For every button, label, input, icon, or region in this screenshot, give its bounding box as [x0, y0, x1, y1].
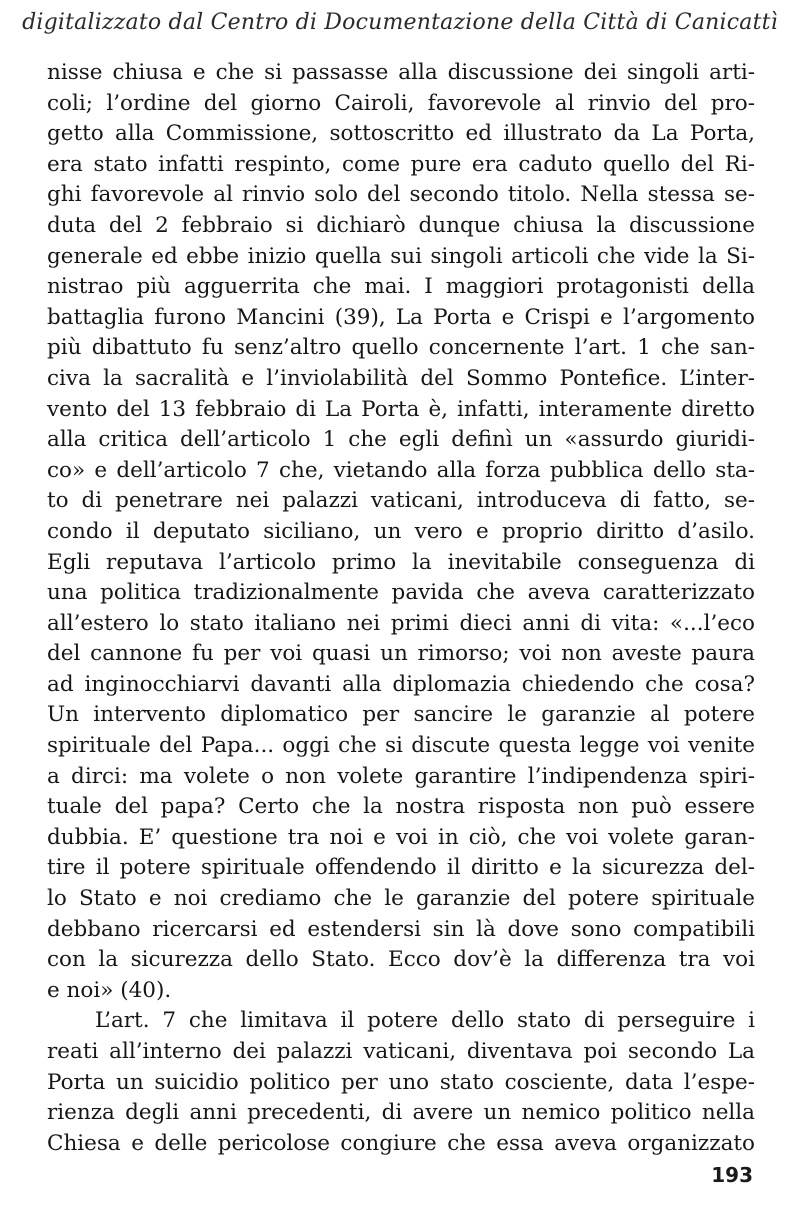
text-line: Egli reputava l’articolo primo la inevitabile conseguenza di: [47, 549, 755, 575]
page-number: 193: [711, 1163, 753, 1187]
digitization-watermark: digitalizzato dal Centro di Documentazione della Città di Canicattì: [22, 10, 778, 35]
text-line: debbano ricercarsi ed estendersi sin là dove sono compatibili: [47, 916, 755, 942]
text-line: una politica tradizionalmente pavida che aveva caratterizzato: [47, 580, 755, 606]
text-line: ghi favorevole al rinvio solo del secondo titolo. Nella stessa se-: [47, 182, 755, 208]
text-line: all’estero lo stato italiano nei primi dieci anni di vita: «...l’eco: [47, 610, 755, 636]
text-line: civa la sacralità e l’inviolabilità del Sommo Pontefice. L’inter-: [47, 365, 755, 391]
text-line: generale ed ebbe inizio quella sui singoli articoli che vide la Si-: [47, 243, 755, 269]
text-line: to di penetrare nei palazzi vaticani, introduceva di fatto, se-: [47, 488, 755, 514]
page-body-text: [47, 58, 755, 1159]
text-line: con la sicurezza dello Stato. Ecco dov’è la differenza tra voi: [47, 947, 755, 973]
text-line: Un intervento diplomatico per sancire le garanzie al potere: [47, 702, 755, 728]
text-line: tuale del papa? Certo che la nostra risposta non può essere: [47, 794, 755, 820]
text-line: lo Stato e noi crediamo che le garanzie del potere spirituale: [47, 886, 755, 912]
text-line: co» e dell’articolo 7 che, vietando alla forza pubblica dello sta-: [47, 457, 755, 483]
text-line: ad inginocchiarvi davanti alla diplomazia chiedendo che cosa?: [47, 671, 755, 697]
text-line: coli; l’ordine del giorno Cairoli, favorevole al rinvio del pro-: [47, 90, 755, 116]
text-line: vento del 13 febbraio di La Porta è, infatti, interamente diretto: [47, 396, 755, 422]
text-line: battaglia furono Mancini (39), La Porta e Crispi e l’argomento: [47, 304, 755, 330]
text-line: Porta un suicidio politico per uno stato cosciente, data l’espe-: [47, 1069, 755, 1095]
text-line: reati all’interno dei palazzi vaticani, diventava poi secondo La: [47, 1039, 755, 1064]
text-line: a dirci: ma volete o non volete garantire l’indipendenza spiri-: [47, 763, 755, 789]
text-line: era stato infatti respinto, come pure era caduto quello del Ri-: [47, 151, 755, 177]
text-line: Chiesa e delle pericolose congiure che essa aveva organizzato: [47, 1130, 755, 1156]
text-line: nisse chiusa e che si passasse alla discussione dei singoli arti-: [47, 60, 755, 85]
text-line: dubbia. E’ questione tra noi e voi in ciò, che voi volete garan-: [47, 824, 755, 850]
text-line: tire il potere spirituale offendendo il diritto e la sicurezza del-: [47, 855, 755, 881]
text-line: più dibattuto fu senz’altro quello concernente l’art. 1 che san-: [47, 335, 755, 361]
text-line: del cannone fu per voi quasi un rimorso; voi non aveste paura: [47, 641, 755, 667]
text-line: rienza degli anni precedenti, di avere un nemico politico nella: [47, 1100, 755, 1126]
text-line: nistrao più agguerrita che mai. I maggiori protagonisti della: [47, 274, 755, 300]
text-line: condo il deputato siciliano, un vero e proprio diritto d’asilo.: [47, 518, 755, 544]
text-line: getto alla Commissione, sottoscritto ed illustrato da La Porta,: [47, 121, 755, 147]
text-line: spirituale del Papa... oggi che si discute questa legge voi venite: [47, 733, 755, 759]
text-line: duta del 2 febbraio si dichiarò dunque chiusa la discussione: [47, 212, 755, 238]
text-line: alla critica dell’articolo 1 che egli definì un «assurdo giuridi-: [47, 427, 755, 453]
text-line: e noi» (40).: [47, 977, 172, 1003]
paragraph-first-line: L’art. 7 che limitava il potere dello stato di perseguire i: [95, 1008, 755, 1034]
